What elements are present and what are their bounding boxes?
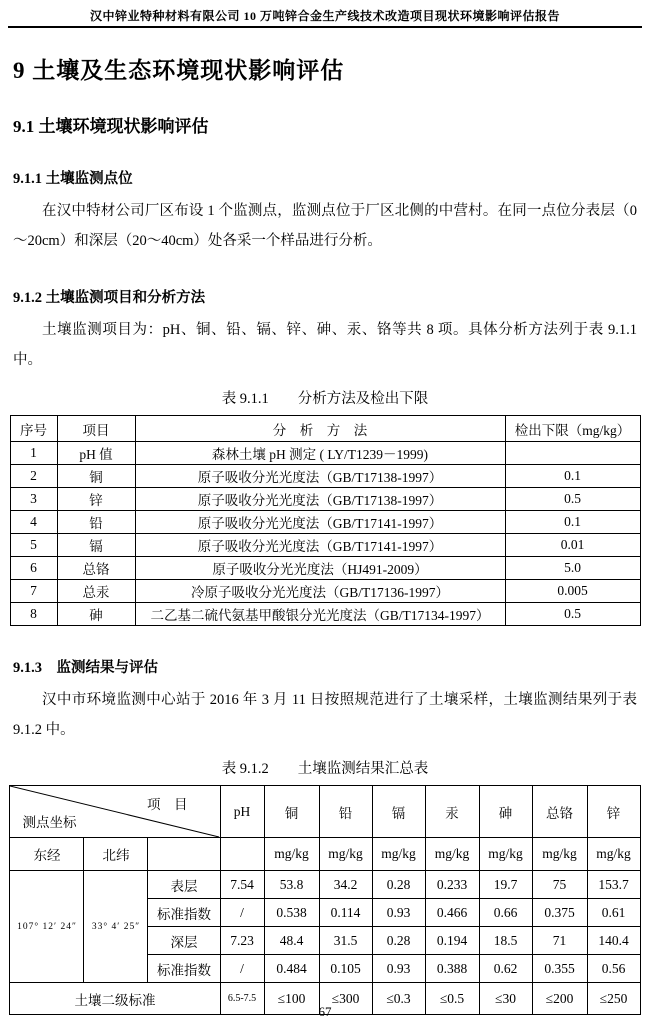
table-header-row xyxy=(10,786,640,838)
unit-cell: mg/kg xyxy=(479,838,532,871)
col-header-method: 分 析 方 法 xyxy=(135,416,505,442)
table-row xyxy=(10,534,640,557)
page-number: 67 xyxy=(318,1004,332,1019)
cell-value: 7.23 xyxy=(220,927,264,955)
col-header-as: 砷 xyxy=(479,786,532,838)
unit-cell: mg/kg xyxy=(372,838,425,871)
cell-standard-value: ≤300 xyxy=(319,983,372,1015)
cell-value: 48.4 xyxy=(264,927,319,955)
chapter-title: 9 土壤及生态环境现状影响评估 xyxy=(13,58,345,83)
col-header-pb: 铅 xyxy=(319,786,372,838)
cell-value: 0.61 xyxy=(587,899,640,927)
cell-method: 原子吸收分光光度法（HJ491-2009） xyxy=(135,557,505,580)
cell-limit: 0.5 xyxy=(505,603,640,626)
cell-method: 原子吸收分光光度法（GB/T17141-1997） xyxy=(135,534,505,557)
cell-value: 0.484 xyxy=(264,955,319,983)
cell-item: 总汞 xyxy=(57,580,135,603)
cell-limit: 0.5 xyxy=(505,488,640,511)
cell-item: 砷 xyxy=(57,603,135,626)
row-label: 标准指数 xyxy=(148,899,220,927)
table1-caption: 表 9.1.1 分析方法及检出下限 xyxy=(221,391,429,407)
col-header-item: 项目 xyxy=(57,416,135,442)
table-row-surface xyxy=(10,871,640,899)
col-header-hg: 汞 xyxy=(425,786,479,838)
col-header-cu: 铜 xyxy=(264,786,319,838)
cell-standard-value: ≤250 xyxy=(587,983,640,1015)
col-header-detection-limit: 检出下限（mg/kg） xyxy=(505,416,640,442)
cell-item: 铅 xyxy=(57,511,135,534)
cell-value: 34.2 xyxy=(319,871,372,899)
results-table xyxy=(9,785,640,1015)
cell-value: 0.538 xyxy=(264,899,319,927)
col-header-zn: 锌 xyxy=(587,786,640,838)
diag-label-item: 项 目 xyxy=(147,797,188,812)
cell-value: 0.375 xyxy=(532,899,587,927)
cell-seq: 3 xyxy=(10,488,57,511)
cell-item: pH 值 xyxy=(57,442,135,465)
cell-item: 总铬 xyxy=(57,557,135,580)
cell-value: 53.8 xyxy=(264,871,319,899)
cell-value: 0.62 xyxy=(479,955,532,983)
cell-value: 153.7 xyxy=(587,871,640,899)
diag-label-coordinates: 测点坐标 xyxy=(22,815,77,830)
cell-standard-value: ≤100 xyxy=(264,983,319,1015)
cell-value: 18.5 xyxy=(479,927,532,955)
cell-method: 二乙基二硫代氨基甲酸银分光光度法（GB/T17134-1997） xyxy=(135,603,505,626)
cell-value: 0.93 xyxy=(372,899,425,927)
col-header-cr: 总铬 xyxy=(532,786,587,838)
cell-value: 0.93 xyxy=(372,955,425,983)
cell-standard-value: ≤0.5 xyxy=(425,983,479,1015)
cell-limit: 0.1 xyxy=(505,511,640,534)
cell-seq: 5 xyxy=(10,534,57,557)
col-header-east-longitude: 东经 xyxy=(10,838,84,871)
cell-standard-ph: 6.5-7.5 xyxy=(220,983,264,1015)
section-9-1-3-paragraph: 汉中市环境监测中心站于 2016 年 3 月 11 日按照规范进行了土壤采样，土壤监测结果列于表 9.1.2 中。 xyxy=(13,692,637,738)
section-9-1-title: 9.1 土壤环境现状影响评估 xyxy=(13,117,209,136)
section-9-1-1-title: 9.1.1 土壤监测点位 xyxy=(13,171,133,187)
cell-value: 0.233 xyxy=(425,871,479,899)
table-row xyxy=(10,557,640,580)
cell-value: 0.28 xyxy=(372,871,425,899)
cell-value: 0.466 xyxy=(425,899,479,927)
row-label: 标准指数 xyxy=(148,955,220,983)
cell-value: / xyxy=(220,899,264,927)
cell-value: 0.388 xyxy=(425,955,479,983)
section-9-1-2-paragraph: 土壤监测项目为：pH、铜、铅、镉、锌、砷、汞、铬等共 8 项。具体分析方法列于表 9.1.1 中。 xyxy=(13,322,637,368)
cell-value: 19.7 xyxy=(479,871,532,899)
cell-standard-value: ≤30 xyxy=(479,983,532,1015)
cell-east-longitude: 107° 12′ 24″ xyxy=(10,871,84,983)
cell-value: 0.114 xyxy=(319,899,372,927)
table-row xyxy=(10,442,640,465)
unit-cell: mg/kg xyxy=(532,838,587,871)
cell-value: 0.105 xyxy=(319,955,372,983)
cell-method: 森林土壤 pH 测定 ( LY/T1239－1999) xyxy=(135,442,505,465)
cell-method: 原子吸收分光光度法（GB/T17138-1997） xyxy=(135,488,505,511)
row-label: 深层 xyxy=(148,927,220,955)
cell-standard-value: ≤0.3 xyxy=(372,983,425,1015)
cell-value: / xyxy=(220,955,264,983)
table-row xyxy=(10,603,640,626)
unit-cell: mg/kg xyxy=(587,838,640,871)
section-9-1-3-title: 9.1.3 监测结果与评估 xyxy=(13,660,158,676)
empty-cell xyxy=(220,838,264,871)
cell-item: 锌 xyxy=(57,488,135,511)
section-9-1-2-title: 9.1.2 土壤监测项目和分析方法 xyxy=(13,290,206,306)
table-row xyxy=(10,488,640,511)
cell-limit: 0.005 xyxy=(505,580,640,603)
row-label: 表层 xyxy=(148,871,220,899)
cell-value: 0.66 xyxy=(479,899,532,927)
cell-seq: 7 xyxy=(10,580,57,603)
cell-value: 75 xyxy=(532,871,587,899)
cell-item: 镉 xyxy=(57,534,135,557)
cell-value: 0.194 xyxy=(425,927,479,955)
cell-method: 原子吸收分光光度法（GB/T17141-1997） xyxy=(135,511,505,534)
col-header-seq: 序号 xyxy=(10,416,57,442)
units-row xyxy=(10,838,640,871)
document-header: 汉中锌业特种材料有限公司 10 万吨锌合金生产线技术改造项目现状环境影响评估报告 xyxy=(8,0,642,28)
unit-cell: mg/kg xyxy=(319,838,372,871)
cell-north-latitude: 33° 4′ 25″ xyxy=(84,871,148,983)
cell-standard-value: ≤200 xyxy=(532,983,587,1015)
cell-value: 0.355 xyxy=(532,955,587,983)
cell-method: 冷原子吸收分光光度法（GB/T17136-1997） xyxy=(135,580,505,603)
standard-row-label: 土壤二级标准 xyxy=(10,983,220,1015)
cell-value: 0.28 xyxy=(372,927,425,955)
cell-item: 铜 xyxy=(57,465,135,488)
cell-limit: 5.0 xyxy=(505,557,640,580)
table2-caption: 表 9.1.2 土壤监测结果汇总表 xyxy=(221,761,429,777)
empty-cell xyxy=(148,838,220,871)
col-header-ph: pH xyxy=(220,786,264,838)
cell-seq: 6 xyxy=(10,557,57,580)
unit-cell: mg/kg xyxy=(425,838,479,871)
col-header-north-latitude: 北纬 xyxy=(84,838,148,871)
cell-seq: 4 xyxy=(10,511,57,534)
table-row xyxy=(10,580,640,603)
col-header-cd: 镉 xyxy=(372,786,425,838)
unit-cell: mg/kg xyxy=(264,838,319,871)
section-9-1-1-paragraph: 在汉中特材公司厂区布设 1 个监测点，监测点位于厂区北侧的中营村。在同一点位分表层（0～20cm）和深层（20～40cm）处各采一个样品进行分析。 xyxy=(13,203,637,249)
diagonal-header-cell xyxy=(10,786,220,838)
cell-limit: 0.1 xyxy=(505,465,640,488)
cell-value: 31.5 xyxy=(319,927,372,955)
table-row xyxy=(10,465,640,488)
cell-value: 71 xyxy=(532,927,587,955)
cell-seq: 8 xyxy=(10,603,57,626)
cell-method: 原子吸收分光光度法（GB/T17138-1997） xyxy=(135,465,505,488)
table-row xyxy=(10,511,640,534)
analysis-methods-table xyxy=(10,415,641,626)
cell-limit xyxy=(505,442,640,465)
cell-value: 0.56 xyxy=(587,955,640,983)
table-header-row xyxy=(10,416,640,442)
cell-seq: 2 xyxy=(10,465,57,488)
cell-seq: 1 xyxy=(10,442,57,465)
cell-limit: 0.01 xyxy=(505,534,640,557)
cell-value: 7.54 xyxy=(220,871,264,899)
cell-value: 140.4 xyxy=(587,927,640,955)
